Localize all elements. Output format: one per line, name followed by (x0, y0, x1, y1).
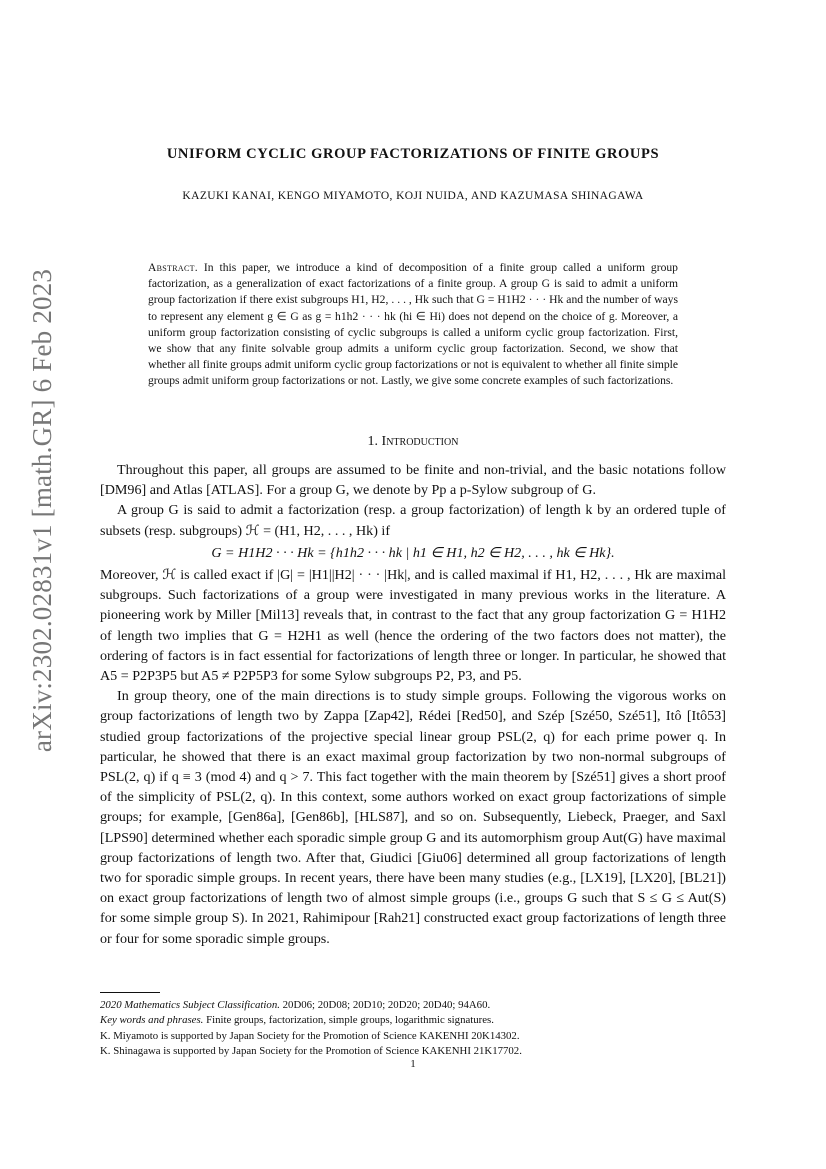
footnote-msc-label: 2020 Mathematics Subject Classification. (100, 999, 280, 1011)
section-heading (100, 434, 726, 450)
section-number: 1. (367, 434, 379, 449)
paragraph: Moreover, ℋ is called exact if |G| = |H1||H2| · · · |Hk|, and is called maximal if H1, H2, . . . , Hk are maximal subgroups. Such factorizations of a group were investigated in many previous works in the literature. A pioneering work by Miller [Mil13] reveals that, in contrast to the fact that any group factorization G = H1H2 of length two implies that G = H2H1 as well (hence the ordering of the two factors does not matter), the ordering of factors is in fact essential for factorizations of length three or longer. In particular, he showed that A5 = P2P3P5 but A5 ≠ P2P5P3 for some Sylow subgroups P2, P3, and P5. (100, 567, 726, 685)
arxiv-identifier (8, 268, 78, 752)
footnote-keywords-label: Key words and phrases. (100, 1014, 204, 1027)
abstract (148, 260, 678, 390)
paper-authors: KAZUKI KANAI, KENGO MIYAMOTO, KOJI NUIDA, AND KAZUMASA SHINAGAWA (182, 190, 644, 202)
paragraph: In group theory, one of the main directions is to study simple groups. Following the vigorous works on group factorizations of length two by Zappa [Zap42], Rédei [Red50], and Szép [Szé50, Szé51], Itô [Itô53] studied group factorizations of the projective special linear group PSL(2, q) for each prime power q. In particular, he showed that there is an exact maximal group factorization by two non-normal subgroups of PSL(2, q) if q ≡ 3 (mod 4) and q > 7. This fact together with the main theorem by [Szé51] gives a short proof of the simplicity of PSL(2, q). In this context, some authors worked on exact group factorizations of simple groups; for example, [Gen86a], [Gen86b], [HLS87], and so on. Subsequently, Liebeck, Praeger, and Saxl [LPS90] determined whether each sporadic simple group G and its automorphism group Aut(G) have maximal group factorizations of length two. After that, Giudici [Giu06] determined all group factorizations of length two for sporadic simple groups. In recent years, there have been many studies (e.g., [LX19], [LX20], [BL21]) on exact group factorizations of length two of almost simple groups (i.e., groups G such that S ≤ G ≤ Aut(S) for some simple group S). In 2021, Rahimipour [Rah21] constructed exact group factorizations of length three or four for some sporadic simple groups. (100, 688, 726, 947)
abstract-text: In this paper, we introduce a kind of decomposition of a finite group called a uniform group factorization, as a generalization of exact factorizations of a finite group. A group G is said to admit a uniform group factorization if there exist subgroups H1, H2, . . . , Hk such that G = H1H2 · · · Hk and the number of ways to represent any element g ∈ G as g = h1h2 · · · hk (hi ∈ Hi) does not depend on the choice of g. Moreover, a uniform group factorization consisting of cyclic subgroups is called a uniform cyclic group factorization. First, we show that any finite solvable group admits a uniform cyclic group factorization. Second, we show that whether all finite groups admit uniform cyclic group factorizations or not is equivalent to whether all finite simple groups admit uniform group factorizations or not. Lastly, we give some concrete examples of such factorizations. (148, 261, 678, 388)
paper-title: UNIFORM CYCLIC GROUP FACTORIZATIONS OF FINITE GROUPS (166, 146, 660, 162)
paragraph: Throughout this paper, all groups are assumed to be finite and non-trivial, and the basic notations follow [DM96] and Atlas [ATLAS]. For a group G, we denote by Pp a p-Sylow subgroup of G. (100, 462, 726, 499)
arxiv-identifier-text: arXiv:2302.02831v1 [math.GR] 6 Feb 2023 (27, 268, 58, 752)
footnotes (100, 998, 726, 1060)
body-text (100, 460, 726, 949)
footnote-rule (100, 992, 160, 993)
page-number: 1 (410, 1058, 416, 1070)
abstract-heading: Abstract. (148, 261, 198, 274)
footnote-funding-1: K. Miyamoto is supported by Japan Society for the Promotion of Science KAKENHI 20K14302. (100, 1029, 520, 1042)
footnote-msc (100, 998, 726, 1013)
display-equation: G = H1H2 · · · Hk = {h1h2 · · · hk | h1 ∈ H1, h2 ∈ H2, . . . , hk ∈ Hk}. (211, 544, 615, 561)
footnote-funding-2: K. Shinagawa is supported by Japan Society for the Promotion of Science KAKENHI 21K17702. (100, 1045, 522, 1058)
footnote-keywords (100, 1013, 726, 1028)
section-title: Introduction (381, 434, 459, 449)
paragraph: A group G is said to admit a factorization (resp. a group factorization) of length k by an ordered tuple of subsets (resp. subgroups) ℋ = (H1, H2, . . . , Hk) if (100, 502, 726, 539)
footnote-msc-value: 20D06; 20D08; 20D10; 20D20; 20D40; 94A60. (282, 999, 491, 1011)
footnote-keywords-value: Finite groups, factorization, simple groups, logarithmic signatures. (206, 1014, 494, 1027)
